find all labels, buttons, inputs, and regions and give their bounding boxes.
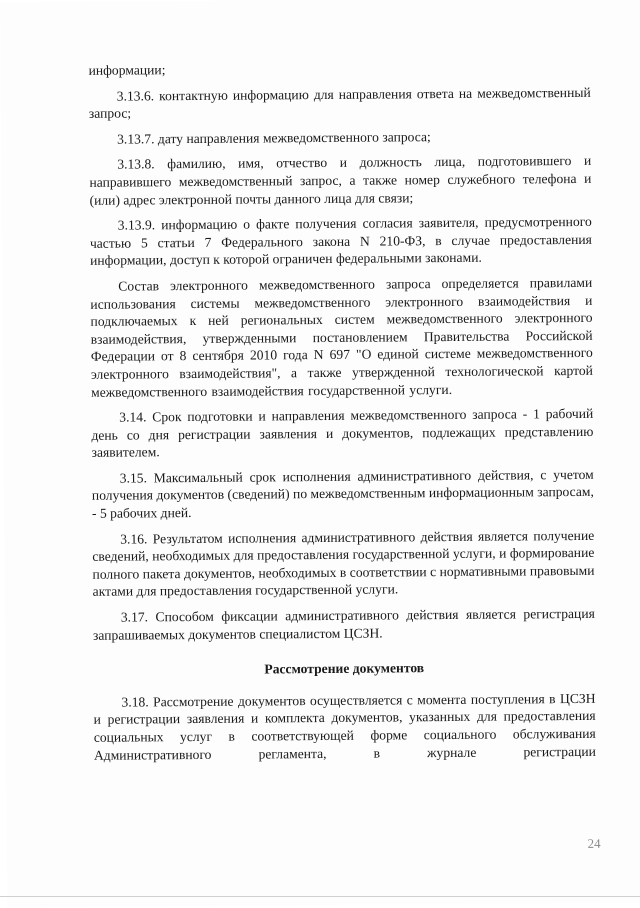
paragraph-3-13-7: 3.13.7. дату направления межведомственного запроса;: [117, 128, 431, 147]
document-body: [88, 58, 596, 772]
paragraph-continuation: информации;: [88, 62, 166, 78]
paragraph-3-15: 3.15. Максимальный срок исполнения административного действия, с учетом получения документов (сведений) по межведомственным информационным запросам, - 5 рабочих дней.: [91, 466, 594, 521]
paragraph-electronic-request-composition: Состав электронного межведомственного запроса определяется правилами использования системы межведомственного электронного взаимодействия и подключаемых к ней региональных систем межведомственного электронного взаимодействия, утвержденными постановлением Правительства Российской Федерации от 8 сентября 2010 года N 697 "О единой системе межведомственного электронного взаимодействия", а также утвержденной технологической картой межведомственного взаимодействия государственной услуги.: [90, 274, 593, 400]
section-heading: Рассмотрение документов: [264, 660, 425, 677]
paragraph-3-16: 3.16. Результатом исполнения административного действия является получение сведений, необходимых для предоставления государственной услуги, и формирование полного пакета документов, необходимых в соответствии с нормативными правовыми актами для предоставления государственной услуги.: [92, 527, 595, 600]
paragraph-3-13-9: 3.13.9. информацию о факте получения согласия заявителя, предусмотренного частью 5 статьи 7 Федерального закона N 210-ФЗ, в случае предоставления информации, доступ к которой ограничен федеральными законами.: [89, 214, 592, 269]
page-number: 24: [587, 835, 601, 851]
scan-bottom-edge: [0, 896, 640, 897]
paragraph-3-18: 3.18. Рассмотрение документов осуществляется с момента поступления в ЦСЗН и регистрации заявления и комплекта документов, указанных для предоставления социальных услуг в соответствующей форме социального обслуживания Административного регламента, в журнале регистрации: [93, 690, 596, 763]
paragraph-3-14: 3.14. Срок подготовки и направления межведомственного запроса - 1 рабочий день со дня регистрации заявления и документов, подлежащих представлению заявителем.: [91, 405, 594, 461]
paragraph-3-13-6: 3.13.6. контактную информацию для направления ответа на межведомственный запрос;: [88, 84, 591, 122]
paragraph-3-17: 3.17. Способом фиксации административного действия является регистрация запрашиваемых документов специалистом ЦСЗН.: [92, 605, 595, 643]
paragraph-3-13-8: 3.13.8. фамилию, имя, отчество и должность лица, подготовившего и направившего межведомственный запрос, а также номер служебного телефона и (или) адрес электронной почты данного лица для связи;: [89, 153, 592, 208]
